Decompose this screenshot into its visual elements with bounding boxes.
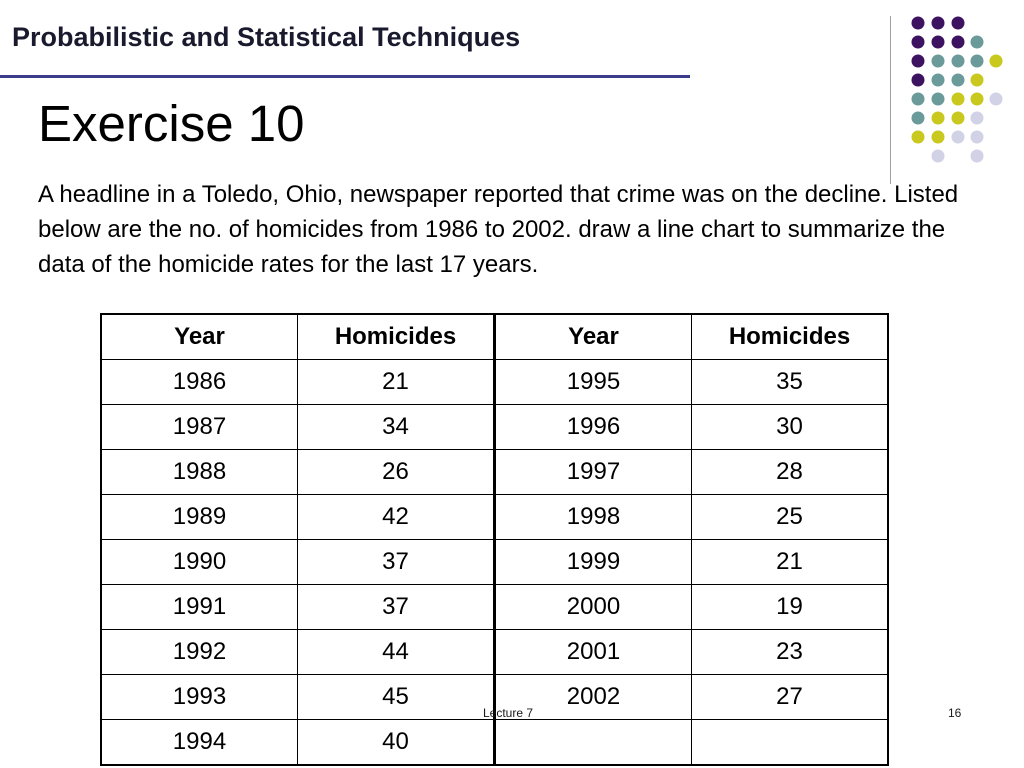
- footer-lecture-label: Lecture 7: [483, 706, 534, 720]
- table-cell: 21: [692, 540, 889, 585]
- table-cell: 1986: [101, 360, 298, 405]
- column-header: Homicides: [298, 314, 495, 360]
- table-cell: 19: [692, 585, 889, 630]
- decorative-dot: [912, 74, 925, 87]
- decorative-dot: [971, 112, 984, 125]
- decorative-dot: [932, 150, 945, 163]
- table-cell: 27: [692, 675, 889, 720]
- table-cell: 1994: [101, 720, 298, 766]
- decorative-dot: [932, 93, 945, 106]
- decorative-dot: [990, 55, 1003, 68]
- column-header: Year: [495, 314, 692, 360]
- table-cell: 35: [692, 360, 889, 405]
- decorative-dot: [971, 74, 984, 87]
- table-cell: 1997: [495, 450, 692, 495]
- table-cell: 1993: [101, 675, 298, 720]
- table-cell: [495, 720, 692, 766]
- decorative-dot: [932, 131, 945, 144]
- table-cell: 1990: [101, 540, 298, 585]
- table-row: [101, 495, 888, 540]
- decorative-dot: [971, 150, 984, 163]
- decorative-dot: [932, 17, 945, 30]
- table-cell: 25: [692, 495, 889, 540]
- column-header: Year: [101, 314, 298, 360]
- table-cell: 42: [298, 495, 495, 540]
- table-row: [101, 630, 888, 675]
- decorative-dot: [952, 36, 965, 49]
- decorative-dot: [912, 55, 925, 68]
- decorative-dot: [971, 131, 984, 144]
- column-header: Homicides: [692, 314, 889, 360]
- table-cell: 1987: [101, 405, 298, 450]
- decorative-dot: [932, 112, 945, 125]
- decorative-dot: [952, 74, 965, 87]
- table-cell: 1991: [101, 585, 298, 630]
- table-row: [101, 405, 888, 450]
- decorative-dot: [971, 36, 984, 49]
- table-cell: 1988: [101, 450, 298, 495]
- table-cell: 1996: [495, 405, 692, 450]
- slide-title: Exercise 10: [38, 95, 305, 152]
- page-number: 16: [948, 706, 962, 720]
- table-cell: 44: [298, 630, 495, 675]
- homicides-table: [100, 313, 889, 766]
- table-cell: 21: [298, 360, 495, 405]
- table-cell: [692, 720, 889, 766]
- decorative-dot: [952, 55, 965, 68]
- decorative-dot: [971, 55, 984, 68]
- table-cell: 1999: [495, 540, 692, 585]
- table-cell: 23: [692, 630, 889, 675]
- table-row: [101, 720, 888, 766]
- table-cell: 2001: [495, 630, 692, 675]
- table-header-row: [101, 314, 888, 360]
- table-cell: 30: [692, 405, 889, 450]
- table-cell: 1995: [495, 360, 692, 405]
- decorative-dot: [952, 17, 965, 30]
- table-row: [101, 540, 888, 585]
- decorative-dot: [932, 36, 945, 49]
- table-cell: 2000: [495, 585, 692, 630]
- table-cell: 2002: [495, 675, 692, 720]
- decorative-dot: [952, 131, 965, 144]
- decorative-dot: [971, 93, 984, 106]
- decorative-dot: [932, 55, 945, 68]
- table-cell: 1992: [101, 630, 298, 675]
- decorative-dot: [990, 93, 1003, 106]
- table-row: [101, 360, 888, 405]
- header-title: Probabilistic and Statistical Techniques: [12, 22, 521, 52]
- decorative-dot: [912, 36, 925, 49]
- table-cell: 34: [298, 405, 495, 450]
- decorative-dot: [912, 17, 925, 30]
- decorative-dot: [932, 74, 945, 87]
- table-cell: 40: [298, 720, 495, 766]
- table-cell: 37: [298, 585, 495, 630]
- table-cell: 37: [298, 540, 495, 585]
- header-divider: [0, 75, 690, 78]
- table-cell: 1989: [101, 495, 298, 540]
- decorative-dot: [952, 93, 965, 106]
- decorative-dot: [912, 93, 925, 106]
- decorative-dot: [912, 131, 925, 144]
- table-cell: 26: [298, 450, 495, 495]
- table-cell: 1998: [495, 495, 692, 540]
- table-cell: 45: [298, 675, 495, 720]
- decorative-dot: [912, 112, 925, 125]
- vertical-divider: [890, 16, 891, 184]
- table-row: [101, 585, 888, 630]
- decorative-dot: [952, 112, 965, 125]
- exercise-description: A headline in a Toledo, Ohio, newspaper reported that crime was on the decline. Listed below are the no. of homicides from 1986 to 2002. draw a line chart to summarize the data of the homicide rates for the last 17 years.: [38, 181, 959, 278]
- table-row: [101, 450, 888, 495]
- table-cell: 28: [692, 450, 889, 495]
